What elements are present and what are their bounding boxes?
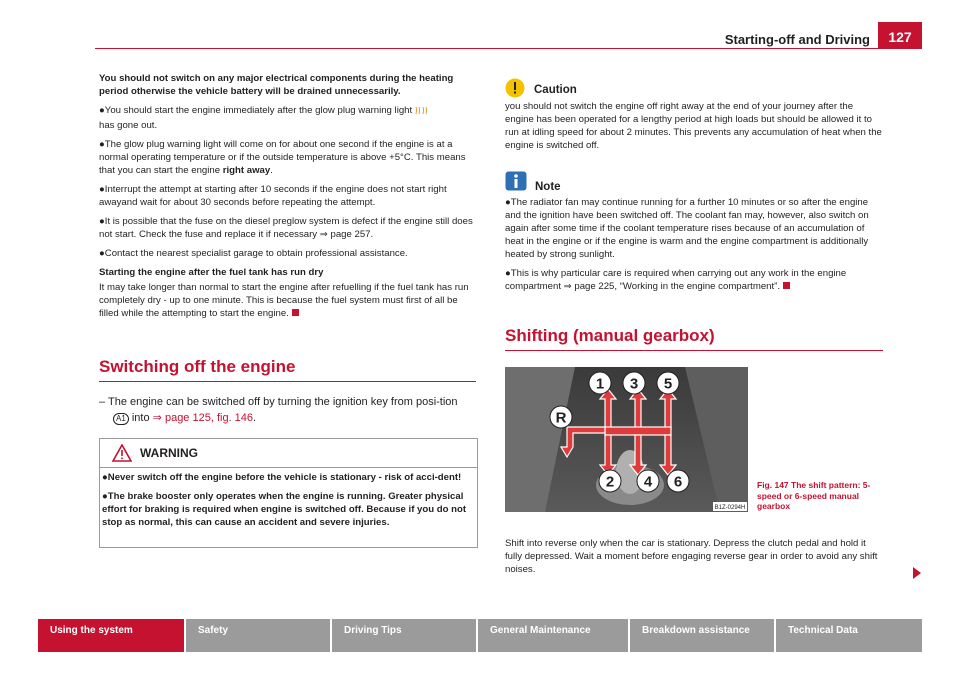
footer-tab-label[interactable]: Safety — [198, 625, 229, 636]
bullet-warning-light: ●The glow plug warning light will come on for about one second if the engine is at a normal operating temperature or if the outside temperature is above +5°C. This means that you can start the engine right away. — [99, 139, 466, 176]
end-mark-icon — [292, 309, 299, 316]
instruction-text: The engine can be switched off by turning the ignition key from posi-tion — [107, 396, 458, 408]
left-column — [99, 72, 476, 326]
bullet-icon: ● — [505, 197, 511, 208]
section-heading: Switching off the engine — [99, 357, 296, 376]
caution-title: Caution — [534, 84, 577, 96]
fuel-paragraph — [99, 281, 476, 320]
bullet-garage — [99, 247, 476, 260]
figure-caption — [757, 480, 887, 512]
section-heading: Shifting (manual gearbox) — [505, 326, 715, 345]
page-ref: page 225, “Working in the engine compartment”. — [574, 281, 781, 292]
footer-tab-technical-data[interactable] — [776, 619, 922, 652]
heading-rule — [505, 350, 883, 351]
note-bullet-2: ●This is why particular care is required when carrying out any work in the engine compartment ⇒ page 225, “Working in the engine compartment”. — [505, 268, 847, 292]
bullet-icon: ● — [99, 216, 105, 227]
bullet-text: You should start the engine immediately after the glow plug warning light — [104, 105, 413, 116]
footer-tab-label[interactable]: General Maintenance — [490, 625, 591, 636]
bullet-icon: ● — [99, 248, 105, 259]
note-content — [505, 196, 883, 299]
caption-line: Fig. 147 The shift pattern: 5- — [757, 480, 871, 490]
bullet-icon: ● — [99, 139, 105, 150]
figure-code: B1Z-0294H — [714, 505, 746, 511]
warning-text: The brake booster only operates when the engine is running. Greater physical effort for braking is required when engine is switched off. Because if you do not stop as normal, this can cause an accident and severe injuries. — [102, 491, 467, 528]
footer-tab-general-maintenance[interactable] — [478, 619, 628, 652]
caption-line: speed or 6-speed manual — [757, 490, 860, 501]
gear-label: R — [555, 409, 567, 427]
warning-header — [100, 439, 477, 468]
next-page-arrow-icon[interactable] — [913, 566, 921, 584]
shift-pattern-figure — [505, 367, 748, 512]
instruction-text-mid: into — [131, 412, 150, 424]
bullet-text: Interrupt the attempt at starting after 10 seconds if the engine does not start right awayand wait for about 30 seconds before repeating the attempt. — [99, 184, 447, 208]
footer-tab-label[interactable]: Breakdown assistance — [642, 625, 750, 636]
switch-instructions: – The engine can be switched off by turning the ignition key from posi-tion A1 into ⇒ page 125, fig. 146. — [99, 396, 458, 424]
bullet-icon: ● — [99, 184, 105, 195]
gear-label: 4 — [643, 473, 653, 491]
end-mark-icon — [783, 282, 790, 289]
note-icon — [505, 171, 527, 196]
warning-text: Never switch off the engine before the vehicle is stationary - risk of acci-dent! — [107, 472, 462, 483]
bullet-icon: ● — [102, 472, 108, 483]
bullet-text: Contact the nearest specialist garage to obtain professional assistance. — [104, 248, 408, 259]
header-rule — [95, 48, 922, 49]
gear-label: 6 — [673, 473, 683, 491]
footer-tab-label[interactable]: Technical Data — [788, 625, 858, 636]
footer-tab-using-the-system[interactable] — [38, 619, 184, 652]
figure-ref-text[interactable]: page 125, fig. 146 — [164, 412, 254, 424]
heading-rule — [99, 381, 476, 382]
note-text: The radiator fan may continue running for a further 10 minutes or so after the engine and the ignition have been switched off. The coolant fan may, however, also switch on again after some time if the coolant temperature rises because of an accumulation of heat in the engine or if the engine is warm and the engine compartment is additionally heated by strong sunlight. — [505, 197, 869, 260]
gear-label: 3 — [629, 375, 639, 393]
shift-pattern-illustration — [505, 367, 748, 512]
shift-paragraph: Shift into reverse only when the car is stationary. Depress the clutch pedal and hold it fully depressed. Wait a moment before engaging reverse gear in order to avoid any shift noises. — [505, 538, 878, 575]
warning-triangle-icon — [112, 444, 132, 467]
bullet-icon: ● — [102, 491, 108, 502]
gear-label: 1 — [595, 375, 605, 393]
footer-tab-breakdown-assistance[interactable] — [630, 619, 774, 652]
bullet-text: It is possible that the fuse on the diesel preglow system is defect if the engine still does not start. Check the fuse and replace it if necessary — [99, 216, 473, 240]
bullet-interrupt — [99, 183, 476, 209]
bullet-fuse: ●It is possible that the fuse on the diesel preglow system is defect if the engine still does not start. Check the fuse and replace it if necessary ⇒ page 257. — [99, 216, 473, 240]
switch-off-section — [99, 357, 476, 382]
caution-text: you should not switch the engine off right away at the end of your journey after the engine has been operated for a lengthy period at high loads but should be allowed it to run at idling speed for about 2 minutes. This prevents any accumulation of heat when the engine is switched off. — [505, 101, 882, 151]
bullet-icon: ● — [99, 105, 105, 116]
caption-line: gearbox — [757, 501, 791, 511]
bullet-glow-plug — [99, 104, 476, 132]
gear-label: 5 — [663, 375, 673, 393]
intro-paragraph: You should not switch on any major electrical components during the heating period otherwise the vehicle battery will be drained unnecessarily. — [99, 73, 454, 97]
bullet-text: The glow plug warning light will come on for about one second if the engine is at a normal operating temperature or if the outside temperature is above +5°C. This means that you can start the engine — [99, 139, 466, 176]
note-bullet-1 — [505, 196, 883, 261]
warning-box — [99, 438, 478, 548]
footer-tab-label[interactable]: Using the system — [50, 625, 133, 636]
note-title: Note — [535, 181, 561, 193]
warning-bullet-2 — [102, 490, 474, 529]
footer-tab-safety[interactable] — [186, 619, 330, 652]
footer-tab-driving-tips[interactable] — [332, 619, 476, 652]
page-ref: page 257 — [330, 229, 371, 240]
fuel-text: It may take longer than normal to start the engine after refuelling if the fuel tank has run completely dry - up to one minute. This is because the fuel system must first of all be filled while the attempting to start the engine. — [99, 282, 469, 319]
figure-ref-link[interactable]: ⇒ page 125, fig. 146 — [152, 412, 254, 424]
warning-title: WARNING — [140, 446, 198, 460]
position-marker: A1 — [113, 413, 129, 425]
bold-text: right away — [222, 165, 271, 176]
warning-content — [102, 471, 474, 535]
fuel-heading: Starting the engine after the fuel tank has run dry — [99, 267, 324, 278]
bullet-icon: ● — [505, 268, 511, 279]
footer-tab-label[interactable]: Driving Tips — [344, 625, 402, 636]
note-text: This is why particular care is required when carrying out any work in the engine compartment — [505, 268, 847, 292]
glow-plug-icon — [415, 106, 429, 119]
bullet-text-cont: has gone out. — [99, 120, 158, 131]
warning-bullet-1 — [102, 471, 474, 484]
page-number: 127 — [878, 22, 922, 48]
shifting-section — [505, 326, 883, 351]
section-title: Starting-off and Driving — [724, 32, 870, 47]
gear-label: 2 — [605, 473, 615, 491]
